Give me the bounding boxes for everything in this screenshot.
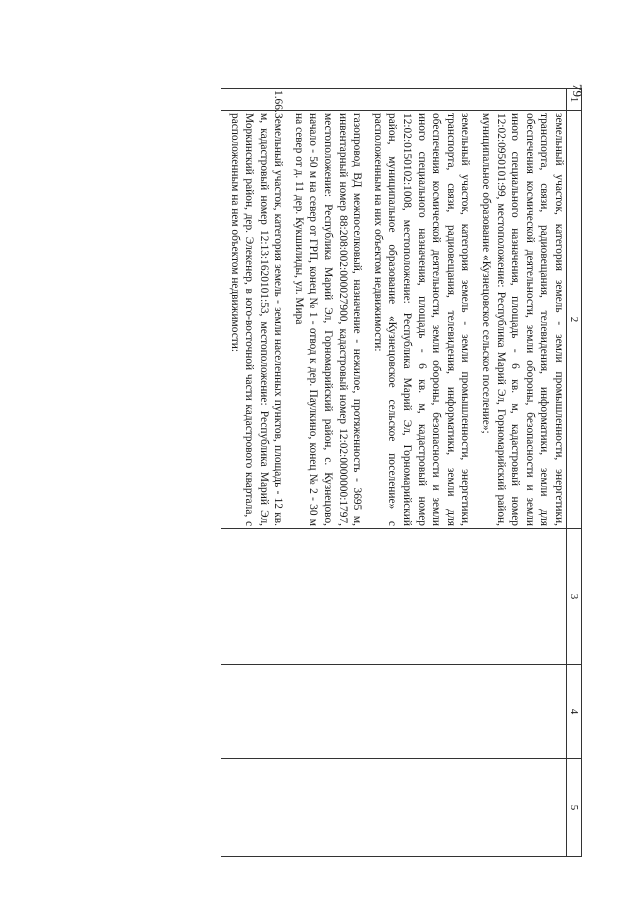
description-cell	[221, 111, 285, 529]
empty-cell	[285, 529, 566, 665]
empty-cell	[285, 665, 566, 759]
table-row	[221, 89, 285, 857]
description-paragraph: Земельный участок, категория земель - земли населенных пунктов, площадь - 12 кв. м, кадастровый номер 12:13:1620101:53, местоположение: Республика Марий Эл, Моркинский район, дер. Элекенер, в юго-восточной части кадастрового квартала, с расположенным на нем объектом недвижимости:	[228, 113, 285, 526]
table-row	[285, 89, 566, 857]
row-number	[285, 89, 566, 111]
description-paragraph: земельный участок, категория земель - земли промышленности, энергетики, транспорта, связи, радиовещания, телевидения, информатики, земли для обеспечения космической деятельности, земли обороны, безопасности и земли иного специального назначения, площадь - 6 кв. м, кадастровый номер 12:02:0150102:1008, местоположение: Республика Марий Эл, Горномарийский район, муниципальное образование «Кузнецовское сельское поселение» с расположенным на них объектом недвижимости:	[371, 113, 472, 526]
column-header: 2	[567, 111, 582, 529]
description-cell	[285, 111, 566, 529]
column-header: 5	[567, 759, 582, 857]
description-paragraph: газопровод ВД межпоселковый, назначение - нежилое, протяженность - 3695 м, инвентарный номер 88:208:002:000027900, кадастровый номер 12:02:0000000:1797, местоположение: Республика Марий Эл, Горномарийский район, с. Кузнецово, начало - 50 м на север от ГРП, конец № 1 - отвод к дер. Паулкино, конец № 2 - 30 м на север от д. 11 дер. Кукшилиды, ул. Мира	[292, 113, 364, 526]
column-header: 3	[567, 529, 582, 665]
page-number: 79	[570, 84, 585, 97]
table-header-row	[567, 89, 582, 857]
column-header: 4	[567, 665, 582, 759]
empty-cell	[221, 759, 285, 857]
column-header: 1	[567, 89, 582, 111]
row-number: 1.66.	[221, 89, 285, 111]
empty-cell	[221, 529, 285, 665]
rotated-page	[108, 88, 582, 856]
empty-cell	[285, 759, 566, 857]
description-paragraph: земельный участок, категория земель - земли промышленности, энергетики, транспорта, связи, радиовещания, телевидения, информатики, земли для обеспечения космической деятельности, земли обороны, безопасности и земли иного специального назначения, площадь - 6 кв. м, кадастровый номер 12:02:0950101:99, местоположение: Республика Марий Эл, Горномарийский район, муниципальное образование «Кузнецовское сельское поселение»;	[480, 113, 565, 526]
empty-cell	[221, 665, 285, 759]
registry-table	[221, 88, 582, 857]
